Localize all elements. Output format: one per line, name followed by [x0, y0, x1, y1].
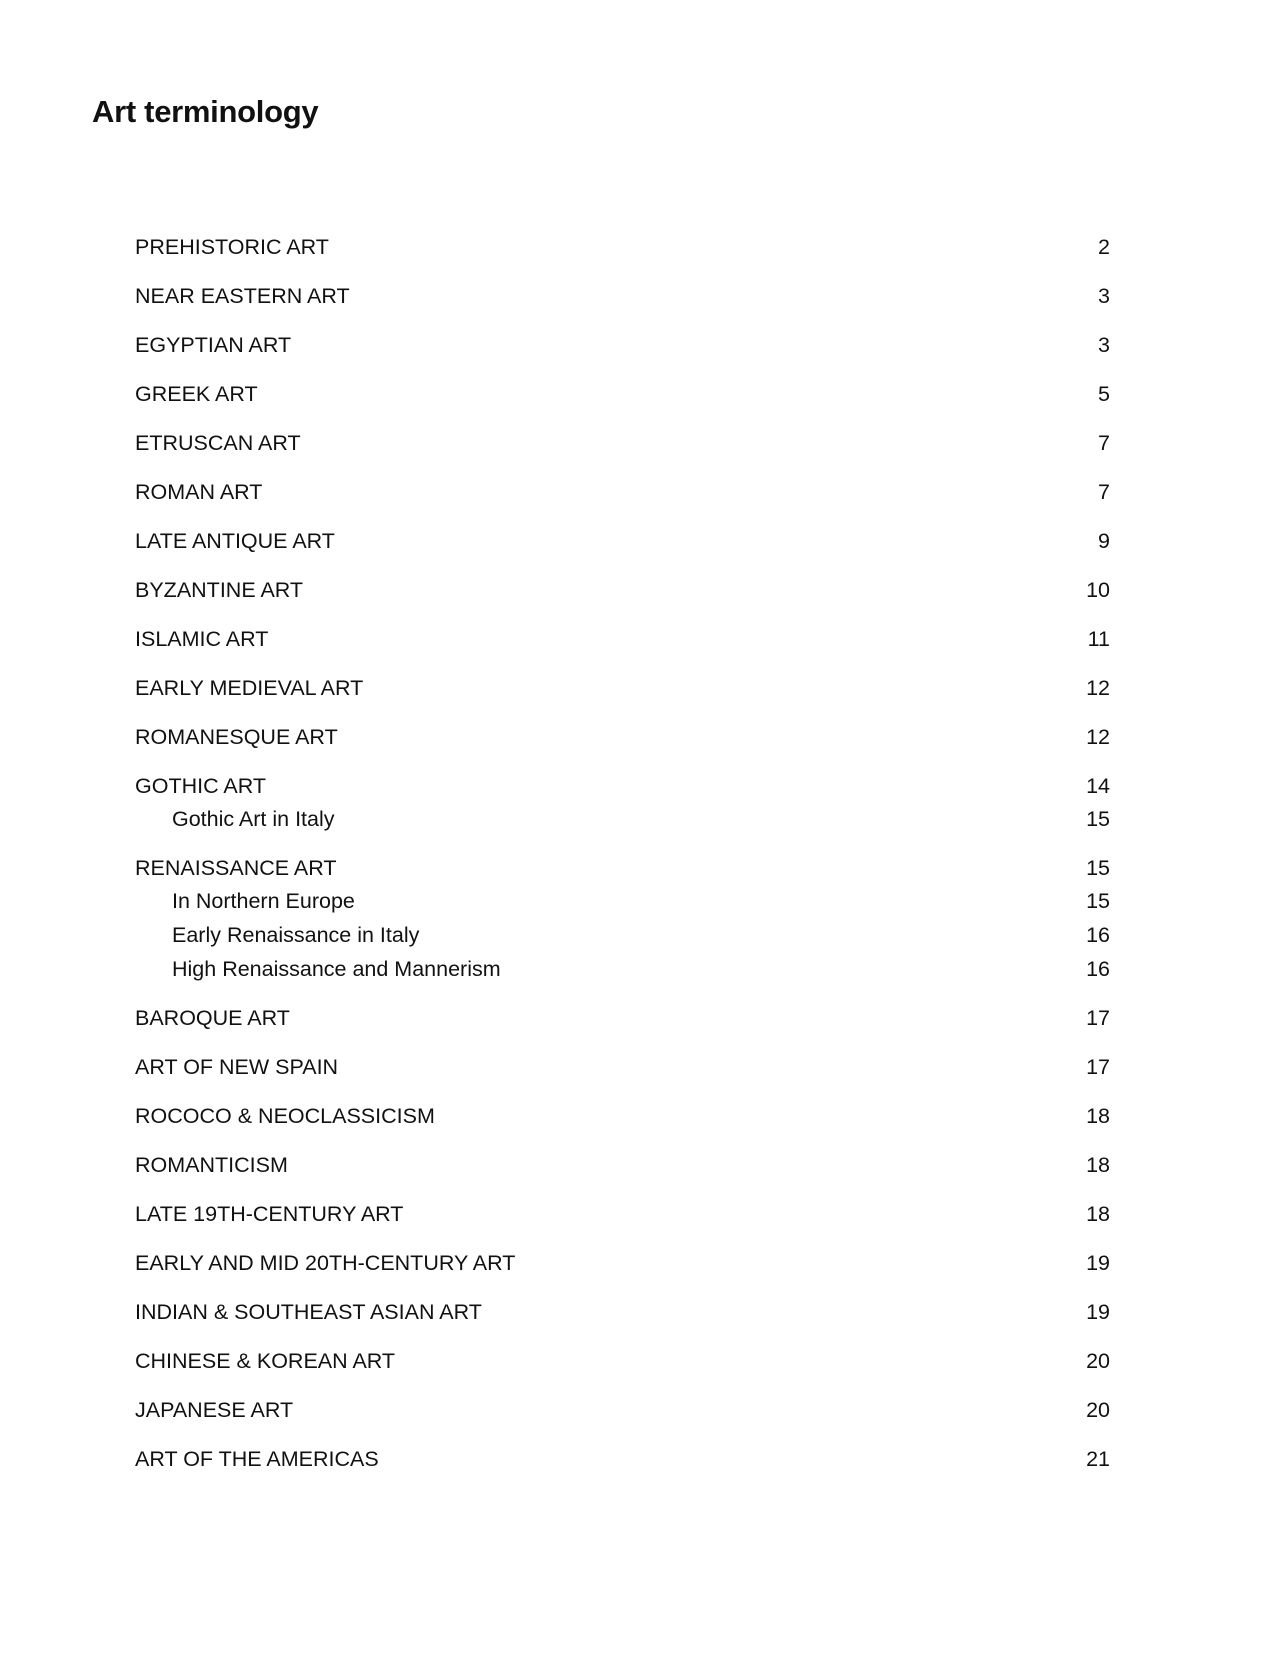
toc-subentry-label: High Renaissance and Mannerism	[172, 957, 501, 981]
toc-subentry[interactable]	[135, 958, 1110, 980]
toc-entry[interactable]	[135, 726, 1110, 748]
toc-entry[interactable]	[135, 1448, 1110, 1470]
toc-section	[135, 1203, 1110, 1225]
toc-entry-page-number: 17	[1086, 1006, 1110, 1030]
toc-entry-page-number: 19	[1086, 1300, 1110, 1324]
toc-section	[135, 579, 1110, 601]
toc-entry-label: ETRUSCAN ART	[135, 431, 301, 455]
toc-entry[interactable]	[135, 1056, 1110, 1078]
toc-subentry-page-number: 16	[1086, 957, 1110, 981]
toc-section	[135, 1350, 1110, 1372]
toc-entry-page-number: 19	[1086, 1251, 1110, 1275]
toc-section	[135, 1301, 1110, 1323]
toc-section	[135, 857, 1110, 980]
toc-entry-page-number: 15	[1086, 856, 1110, 880]
toc-entry-label: LATE ANTIQUE ART	[135, 529, 335, 553]
toc-entry[interactable]	[135, 857, 1110, 879]
toc-entry[interactable]	[135, 1105, 1110, 1127]
toc-entry[interactable]	[135, 1203, 1110, 1225]
toc-entry[interactable]	[135, 530, 1110, 552]
toc-entry-page-number: 9	[1098, 529, 1110, 553]
toc-section	[135, 775, 1110, 830]
toc-section	[135, 530, 1110, 552]
toc-entry-label: BYZANTINE ART	[135, 578, 304, 602]
toc-section	[135, 1105, 1110, 1127]
toc-entry-label: CHINESE & KOREAN ART	[135, 1349, 396, 1373]
toc-entry-label: PREHISTORIC ART	[135, 235, 329, 259]
toc-entry[interactable]	[135, 432, 1110, 454]
toc-entry[interactable]	[135, 1399, 1110, 1421]
toc-subsection-list	[135, 808, 1110, 830]
toc-section	[135, 1056, 1110, 1078]
table-of-contents	[135, 236, 1110, 1497]
page-title: Art terminology	[92, 94, 319, 129]
toc-section	[135, 677, 1110, 699]
toc-entry-label: ISLAMIC ART	[135, 627, 269, 651]
toc-entry-page-number: 18	[1086, 1153, 1110, 1177]
toc-entry-label: ROMAN ART	[135, 480, 263, 504]
toc-entry-page-number: 21	[1086, 1447, 1110, 1471]
toc-section	[135, 481, 1110, 503]
toc-entry-page-number: 20	[1086, 1398, 1110, 1422]
toc-subentry[interactable]	[135, 924, 1110, 946]
toc-entry-label: INDIAN & SOUTHEAST ASIAN ART	[135, 1300, 482, 1324]
toc-entry[interactable]	[135, 383, 1110, 405]
toc-subentry-label: Gothic Art in Italy	[172, 807, 335, 831]
toc-entry[interactable]	[135, 1154, 1110, 1176]
toc-entry[interactable]	[135, 481, 1110, 503]
toc-subsection-list	[135, 890, 1110, 980]
toc-section	[135, 628, 1110, 650]
toc-subentry-page-number: 15	[1086, 889, 1110, 913]
toc-section	[135, 1007, 1110, 1029]
toc-section	[135, 383, 1110, 405]
toc-section	[135, 334, 1110, 356]
toc-entry-label: GOTHIC ART	[135, 774, 267, 798]
toc-section	[135, 1154, 1110, 1176]
toc-section	[135, 1448, 1110, 1470]
toc-entry-label: LATE 19TH-CENTURY ART	[135, 1202, 404, 1226]
toc-section	[135, 1399, 1110, 1421]
toc-entry-page-number: 3	[1098, 333, 1110, 357]
toc-entry-label: EARLY MEDIEVAL ART	[135, 676, 364, 700]
toc-entry-label: NEAR EASTERN ART	[135, 284, 350, 308]
toc-entry-page-number: 7	[1098, 431, 1110, 455]
toc-entry-page-number: 7	[1098, 480, 1110, 504]
toc-entry-page-number: 12	[1086, 725, 1110, 749]
toc-entry-label: ROMANESQUE ART	[135, 725, 338, 749]
toc-entry[interactable]	[135, 1252, 1110, 1274]
toc-entry-page-number: 11	[1087, 627, 1110, 651]
toc-section	[135, 432, 1110, 454]
toc-entry-page-number: 18	[1086, 1104, 1110, 1128]
toc-entry[interactable]	[135, 236, 1110, 258]
toc-entry[interactable]	[135, 334, 1110, 356]
toc-entry[interactable]	[135, 1350, 1110, 1372]
toc-subentry-page-number: 15	[1086, 807, 1110, 831]
toc-entry-label: ART OF NEW SPAIN	[135, 1055, 339, 1079]
toc-entry-label: ART OF THE AMERICAS	[135, 1447, 379, 1471]
toc-entry-label: ROMANTICISM	[135, 1153, 288, 1177]
toc-entry[interactable]	[135, 1007, 1110, 1029]
toc-entry-label: JAPANESE ART	[135, 1398, 294, 1422]
toc-entry-label: BAROQUE ART	[135, 1006, 290, 1030]
toc-entry-page-number: 14	[1086, 774, 1110, 798]
toc-entry-page-number: 20	[1086, 1349, 1110, 1373]
toc-entry-label: EGYPTIAN ART	[135, 333, 292, 357]
toc-subentry-label: In Northern Europe	[172, 889, 355, 913]
toc-subentry[interactable]	[135, 890, 1110, 912]
toc-section	[135, 726, 1110, 748]
toc-subentry-page-number: 16	[1086, 923, 1110, 947]
toc-entry-page-number: 3	[1098, 284, 1110, 308]
toc-entry-label: RENAISSANCE ART	[135, 856, 337, 880]
toc-subentry[interactable]	[135, 808, 1110, 830]
toc-entry[interactable]	[135, 579, 1110, 601]
toc-entry[interactable]	[135, 285, 1110, 307]
toc-subentry-label: Early Renaissance in Italy	[172, 923, 420, 947]
toc-entry-page-number: 10	[1086, 578, 1110, 602]
toc-entry-label: GREEK ART	[135, 382, 258, 406]
toc-entry-page-number: 17	[1086, 1055, 1110, 1079]
toc-entry-label: EARLY AND MID 20TH-CENTURY ART	[135, 1251, 516, 1275]
toc-entry-page-number: 2	[1098, 235, 1110, 259]
toc-entry[interactable]	[135, 628, 1110, 650]
toc-entry-page-number: 12	[1086, 676, 1110, 700]
toc-section	[135, 236, 1110, 258]
toc-section	[135, 285, 1110, 307]
toc-entry-page-number: 5	[1098, 382, 1110, 406]
toc-entry-page-number: 18	[1086, 1202, 1110, 1226]
toc-entry[interactable]	[135, 677, 1110, 699]
toc-entry-label: ROCOCO & NEOCLASSICISM	[135, 1104, 435, 1128]
toc-section	[135, 1252, 1110, 1274]
toc-entry[interactable]	[135, 775, 1110, 797]
toc-entry[interactable]	[135, 1301, 1110, 1323]
